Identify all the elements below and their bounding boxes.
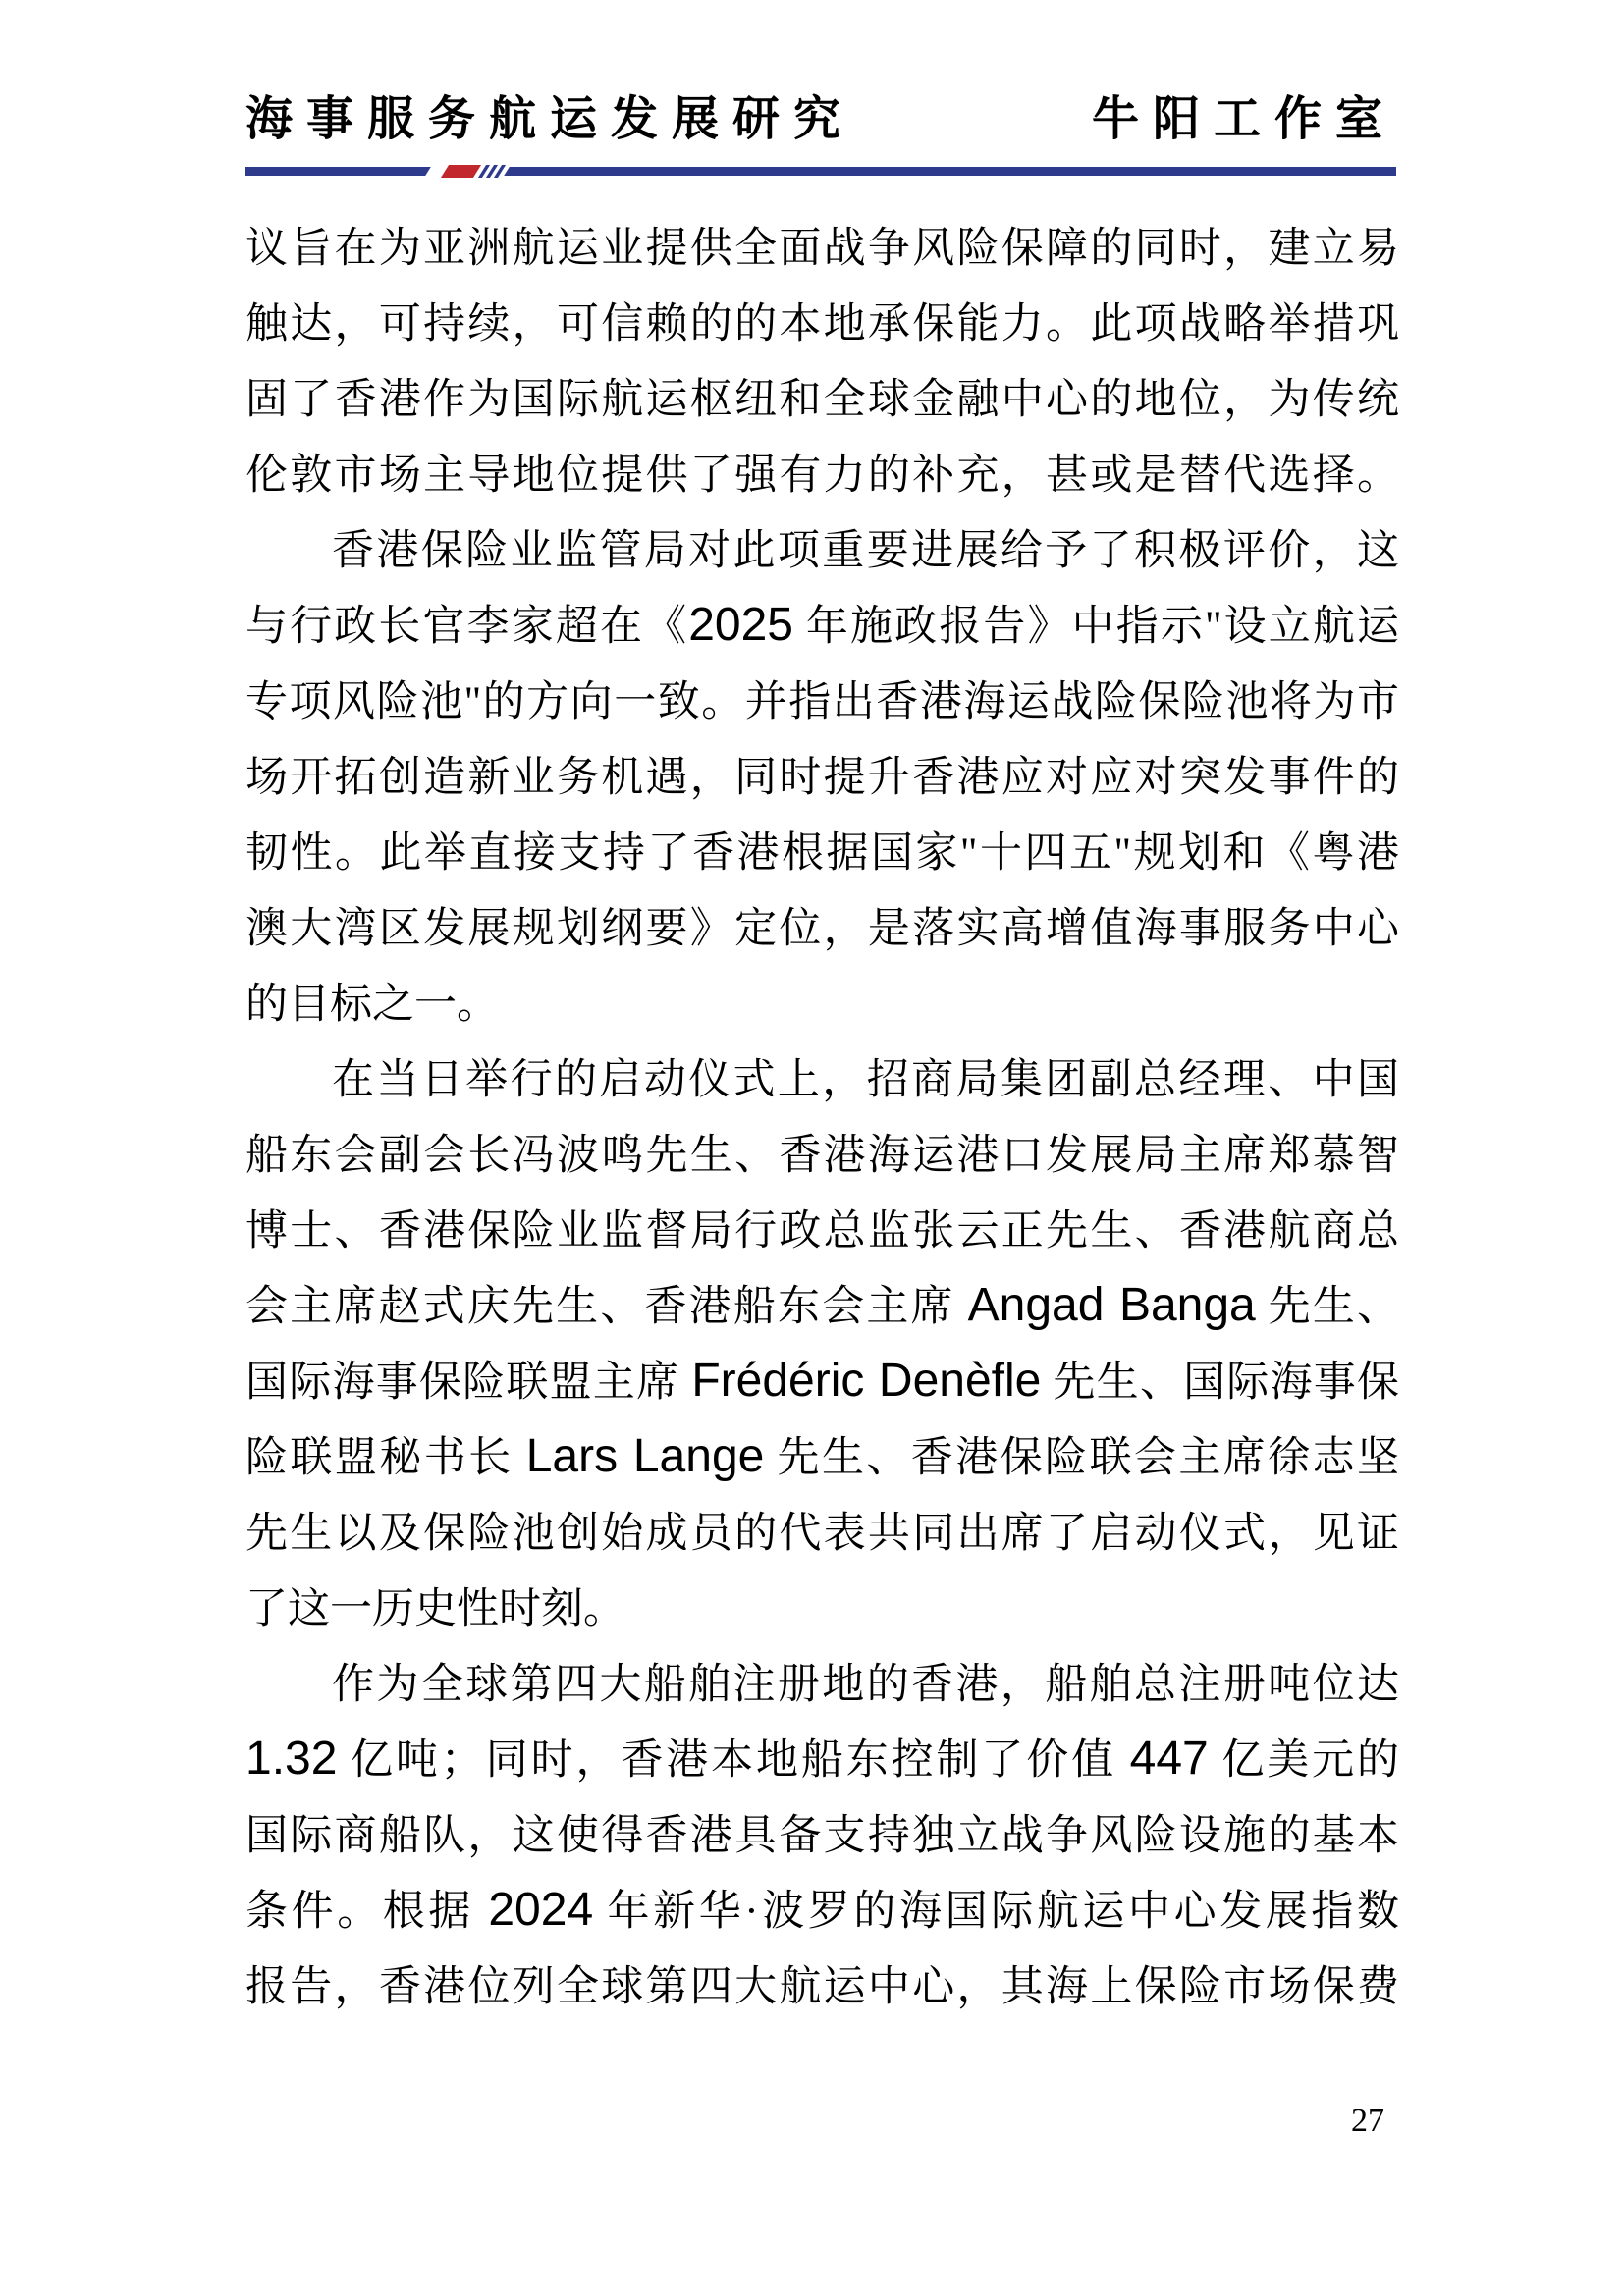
text-line: 固了香港作为国际航运枢纽和全球金融中心的地位，为传统 [245, 377, 1399, 423]
header-title-left: 海事服务航运发展研究 [245, 93, 855, 145]
text-line: 了这一历史性时刻。 [245, 1586, 625, 1632]
latin-text: 447 [1129, 1733, 1209, 1785]
text-line: 会主席赵式庆先生、香港船东会主席 Angad Banga 先生、 [245, 1279, 1400, 1331]
text-line: 险联盟秘书长 Lars Lange 先生、香港保险联会主席徐志坚 [245, 1430, 1400, 1482]
latin-text: Frédéric Denèfle [691, 1355, 1042, 1407]
latin-text: 2024 [488, 1884, 594, 1936]
latin-text: Angad Banga [967, 1279, 1256, 1331]
latin-text: Lars Lange [525, 1430, 765, 1482]
text-line: 议旨在为亚洲航运业提供全面战争风险保障的同时，建立易 [245, 226, 1399, 272]
text-line: 船东会副会长冯波鸣先生、香港海运港口发展局主席郑慕智 [245, 1133, 1399, 1179]
text-line: 场开拓创造新业务机遇，同时提升香港应对应对突发事件的 [245, 755, 1399, 801]
text-line: 香港保险业监管局对此项重要进展给予了积极评价，这 [332, 528, 1399, 574]
header-divider-bar [245, 167, 1396, 176]
text-line: 报告，香港位列全球第四大航运中心，其海上保险市场保费 [245, 1964, 1399, 2010]
text-line: 先生以及保险池创始成员的代表共同出席了启动仪式，见证 [245, 1511, 1399, 1557]
text-line: 触达，可持续，可信赖的的本地承保能力。此项战略举措巩 [245, 301, 1399, 347]
text-line: 条件。根据 2024 年新华·波罗的海国际航运中心发展指数 [245, 1884, 1400, 1936]
document-body [245, 211, 1399, 2025]
header-title-right: 牛阳工作室 [1091, 93, 1396, 145]
text-line: 国际商船队，这使得香港具备支持独立战争风险设施的基本 [245, 1813, 1399, 1859]
text-line: 的目标之一。 [245, 982, 499, 1028]
text-line: 在当日举行的启动仪式上，招商局集团副总经理、中国 [332, 1057, 1399, 1103]
text-line: 国际海事保险联盟主席 Frédéric Denèfle 先生、国际海事保 [245, 1355, 1400, 1407]
text-line: 博士、香港保险业监督局行政总监张云正先生、香港航商总 [245, 1208, 1399, 1255]
text-line: 韧性。此举直接支持了香港根据国家"十四五"规划和《粤港 [245, 830, 1399, 877]
latin-text: 1.32 [245, 1733, 338, 1785]
text-line: 1.32 亿吨；同时，香港本地船东控制了价值 447 亿美元的 [245, 1733, 1400, 1785]
text-line: 作为全球第四大船舶注册地的香港，船舶总注册吨位达 [332, 1662, 1399, 1708]
text-line: 伦敦市场主导地位提供了强有力的补充，甚或是替代选择。 [245, 453, 1399, 499]
text-line: 与行政长官李家超在《2025 年施政报告》中指示"设立航运 [245, 599, 1399, 651]
page-number: 27 [1351, 2103, 1384, 2139]
text-line: 澳大湾区发展规划纲要》定位，是落实高增值海事服务中心 [245, 906, 1399, 952]
text-line: 专项风险池"的方向一致。并指出香港海运战险保险池将为市 [245, 679, 1399, 725]
latin-text: 2025 [688, 599, 793, 651]
page-header [245, 94, 1396, 146]
